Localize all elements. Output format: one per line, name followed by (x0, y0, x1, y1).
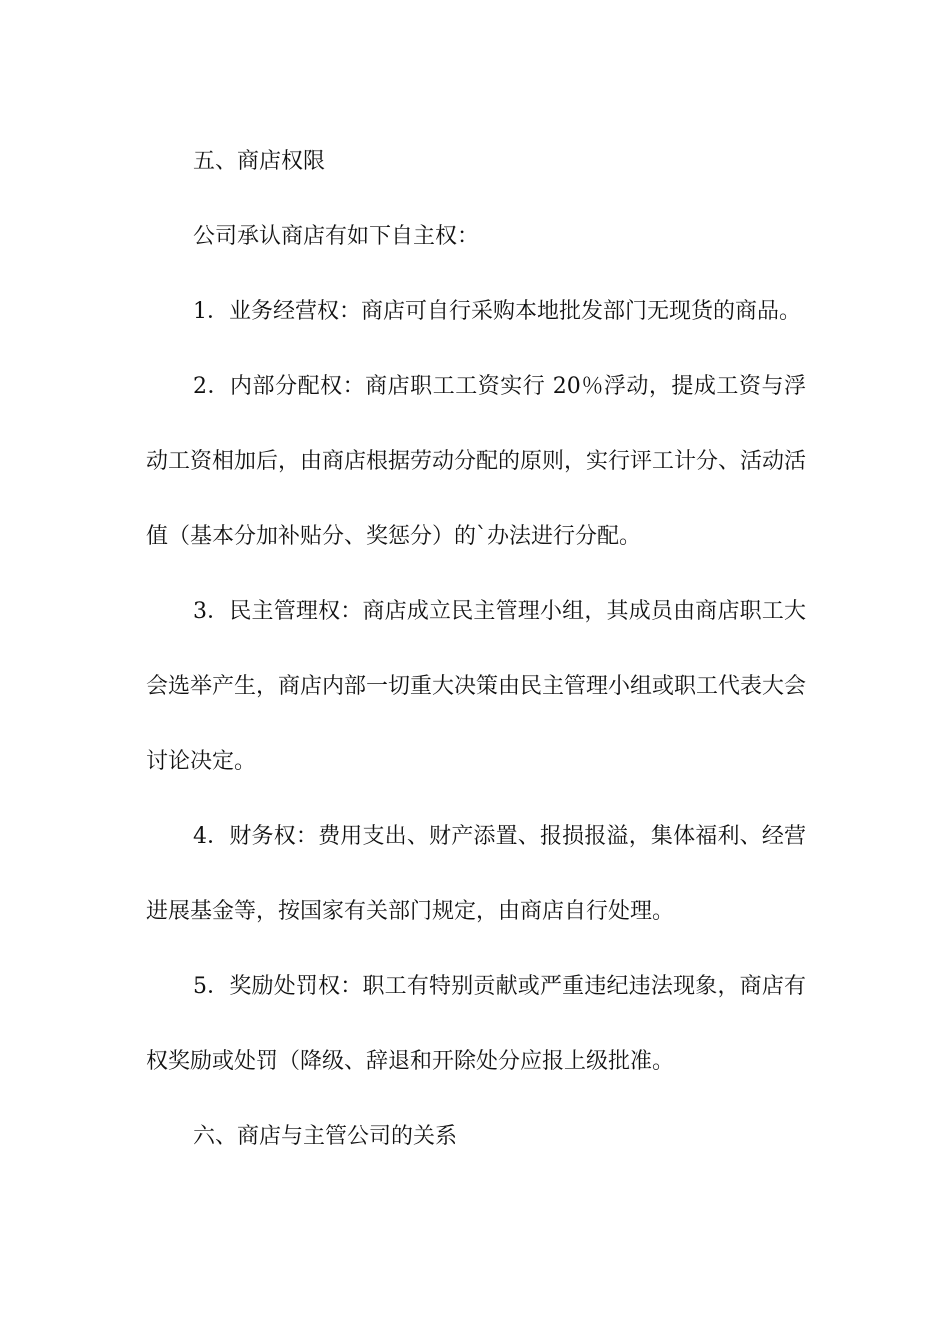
section-heading-5: 五、商店权限 (193, 149, 326, 174)
section-heading-6: 六、商店与主管公司的关系 (193, 1124, 458, 1149)
document-body (146, 124, 806, 1174)
item-2-distribution-right: 2．内部分配权：商店职工工资实行 20％浮动，提成工资与浮动工资相加后，由商店根据劳动分配的原则，实行评工计分、活动活值（基本分加补贴分、奖惩分）的`办法进行分配。 (146, 374, 807, 549)
item-3-management-right: 3．民主管理权：商店成立民主管理小组，其成员由商店职工大会选举产生，商店内部一切重大决策由民主管理小组或职工代表大会讨论决定。 (146, 599, 807, 774)
item-1-business-right: 1．业务经营权：商店可自行采购本地批发部门无现货的商品。 (193, 299, 801, 324)
item-4-finance-right: 4．财务权：费用支出、财产添置、报损报溢，集体福利、经营进展基金等，按国家有关部门规定，由商店自行处理。 (146, 824, 806, 924)
intro-paragraph: 公司承认商店有如下自主权： (193, 224, 480, 249)
item-5-reward-right: 5．奖励处罚权：职工有特别贡献或严重违纪违法现象，商店有权奖励或处罚（降级、辞退和开除处分应报上级批准。 (146, 974, 806, 1074)
